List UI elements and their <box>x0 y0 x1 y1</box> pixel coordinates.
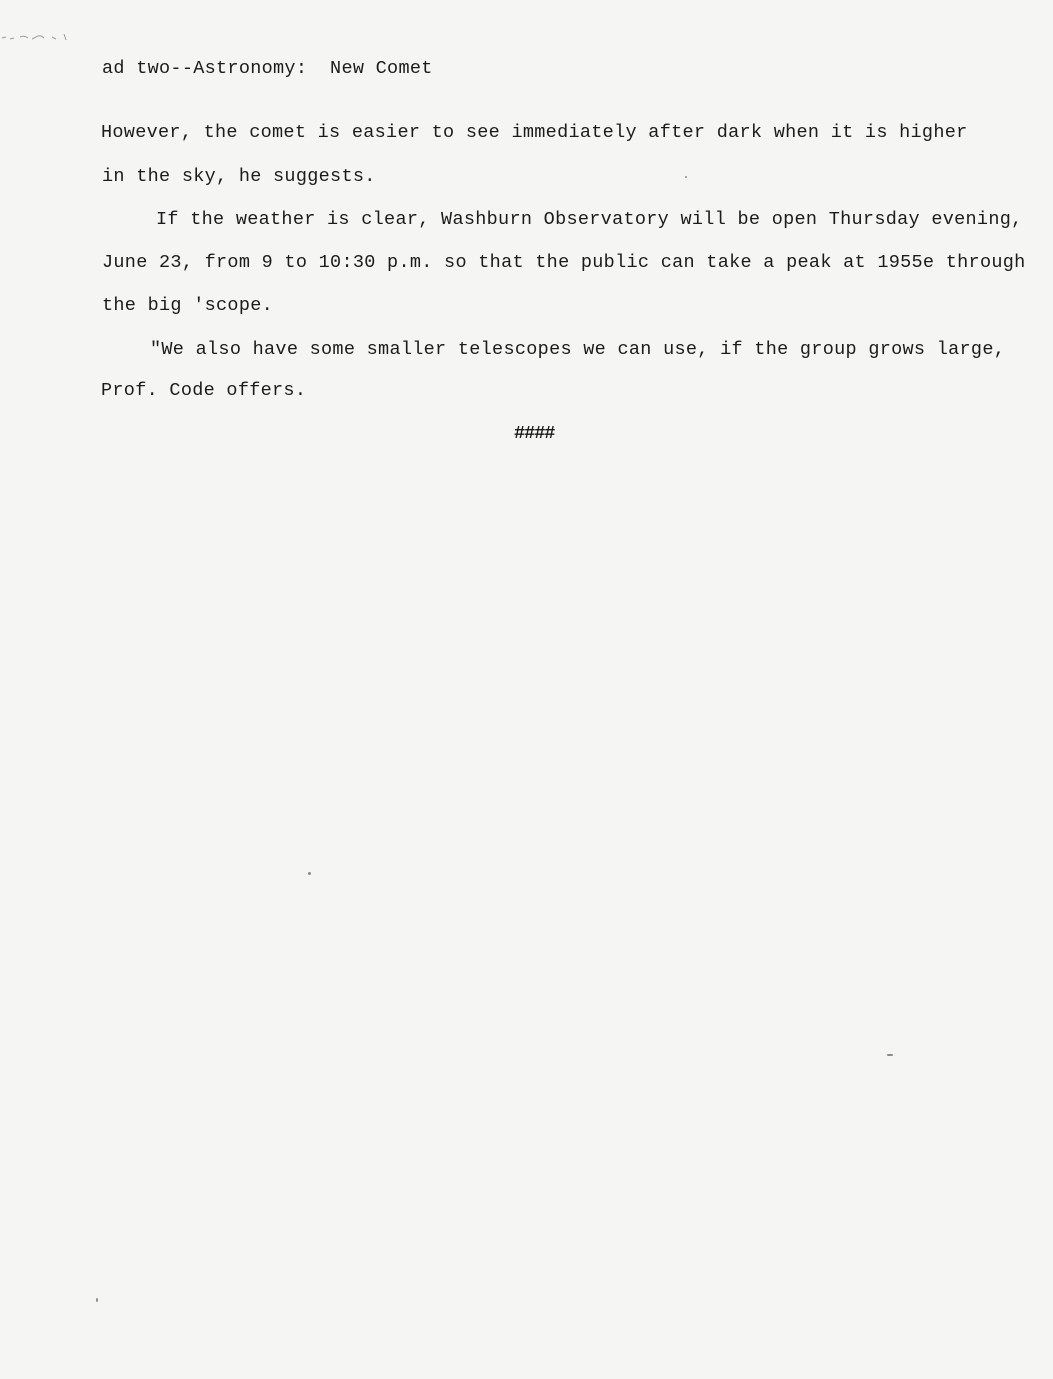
body-line-6: "We also have some smaller telescopes we can use, if the group grows large, <box>150 339 1006 360</box>
paper-speck <box>887 1054 893 1056</box>
end-mark: #### <box>514 423 555 444</box>
paper-speck <box>96 1298 98 1302</box>
body-line-7: Prof. Code offers. <box>101 380 307 401</box>
body-line-4: June 23, from 9 to 10:30 p.m. so that the public can take a peak at 1955e through <box>102 252 1026 273</box>
body-line-3: If the weather is clear, Washburn Observatory will be open Thursday evening, <box>156 209 1023 230</box>
slug-line: ad two--Astronomy: New Comet <box>102 58 433 79</box>
body-line-2: in the sky, he suggests. <box>102 166 376 187</box>
body-line-1: However, the comet is easier to see immediately after dark when it is higher <box>101 122 968 143</box>
paper-edge-mark <box>0 30 70 44</box>
body-line-5: the big 'scope. <box>102 295 274 316</box>
paper-speck <box>685 176 687 178</box>
paper-speck <box>308 872 311 875</box>
